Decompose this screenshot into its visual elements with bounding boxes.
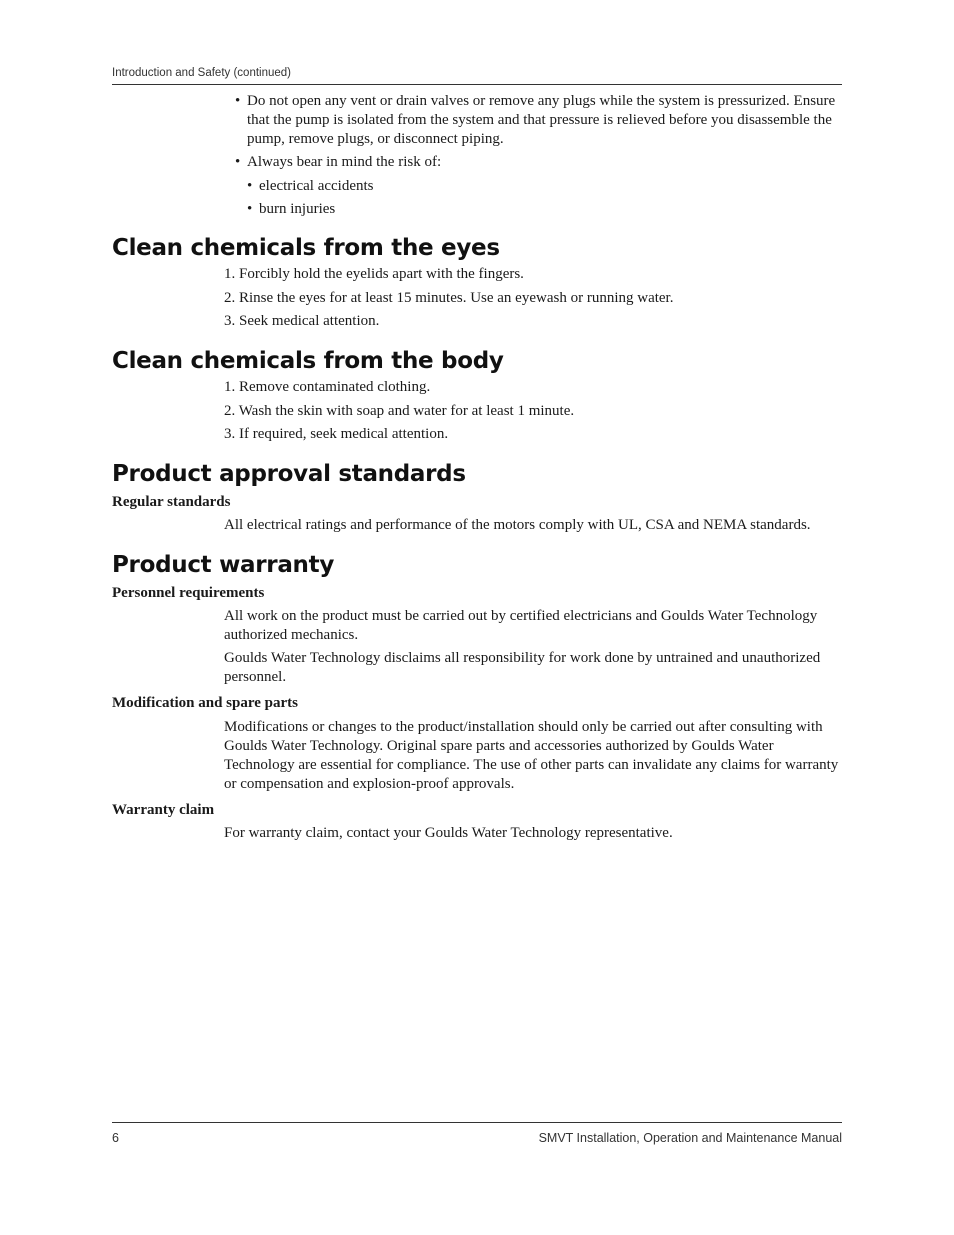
list-item: 1. Forcibly hold the eyelids apart with the fingers. [224,266,524,282]
list-item: • Do not open any vent or drain valves or remove any plugs while the system is pressurized. Ensure that the pump is isolated from the system and that pressure is relieved before you disassemble the pump, remove plugs, or disconnect piping. [235,93,836,147]
footer-manual-title: SMVT Installation, Operation and Maintenance Manual [538,1131,842,1145]
subhead-modification: Modification and spare parts [112,695,298,712]
personnel-text-2: Goulds Water Technology disclaims all responsibility for work done by untrained and unauthorized personnel. [224,650,821,686]
header-rule [112,84,842,85]
eyes-steps [224,265,842,331]
subhead-regular-standards: Regular standards [112,494,231,511]
list-item: • burn injuries [247,201,336,217]
intro-bullet-list [235,92,842,172]
bullet-icon: • [247,178,253,194]
bullet-icon: • [235,154,241,170]
footer-rule [112,1122,842,1123]
subhead-personnel: Personnel requirements [112,585,265,602]
list-item: • electrical accidents [247,178,374,194]
page-content [112,92,842,847]
list-item: 3. Seek medical attention. [224,313,380,330]
subhead-warranty-claim: Warranty claim [112,802,215,819]
section-title-approval: Product approval standards [112,461,466,488]
claim-text: For warranty claim, contact your Goulds Water Technology representative. [224,825,673,842]
bullet-icon: • [235,93,241,109]
list-item: 2. Wash the skin with soap and water for at least 1 minute. [224,402,575,419]
bullet-icon: • [247,201,253,217]
approval-text: All electrical ratings and performance of the motors comply with UL, CSA and NEMA standards. [224,517,811,534]
list-item: • Always bear in mind the risk of: [235,154,442,170]
section-title-eyes: Clean chemicals from the eyes [112,235,500,261]
running-header: Introduction and Safety (continued) [112,67,292,79]
list-item: 3. If required, seek medical attention. [224,426,449,443]
section-title-body: Clean chemicals from the body [112,348,504,375]
list-item: 2. Rinse the eyes for at least 15 minutes. Use an eyewash or running water. [224,289,674,306]
list-item: 1. Remove contaminated clothing. [224,379,431,396]
modification-text: Modifications or changes to the product/installation should only be carried out after consulting with Goulds Water Technology. Original spare parts and accessories authorized by Goulds Water Technology are essential for compliance. The use of other parts can invalidate any claims for warranty or compensation and explosion-proof approvals. [224,719,839,793]
section-title-warranty: Product warranty [112,552,335,579]
personnel-text-1: All work on the product must be carried out by certified electricians and Goulds Water Technology authorized mechanics. [224,608,818,644]
risk-bullet-list [247,177,842,219]
page-number: 6 [112,1131,119,1145]
body-steps [224,378,842,444]
